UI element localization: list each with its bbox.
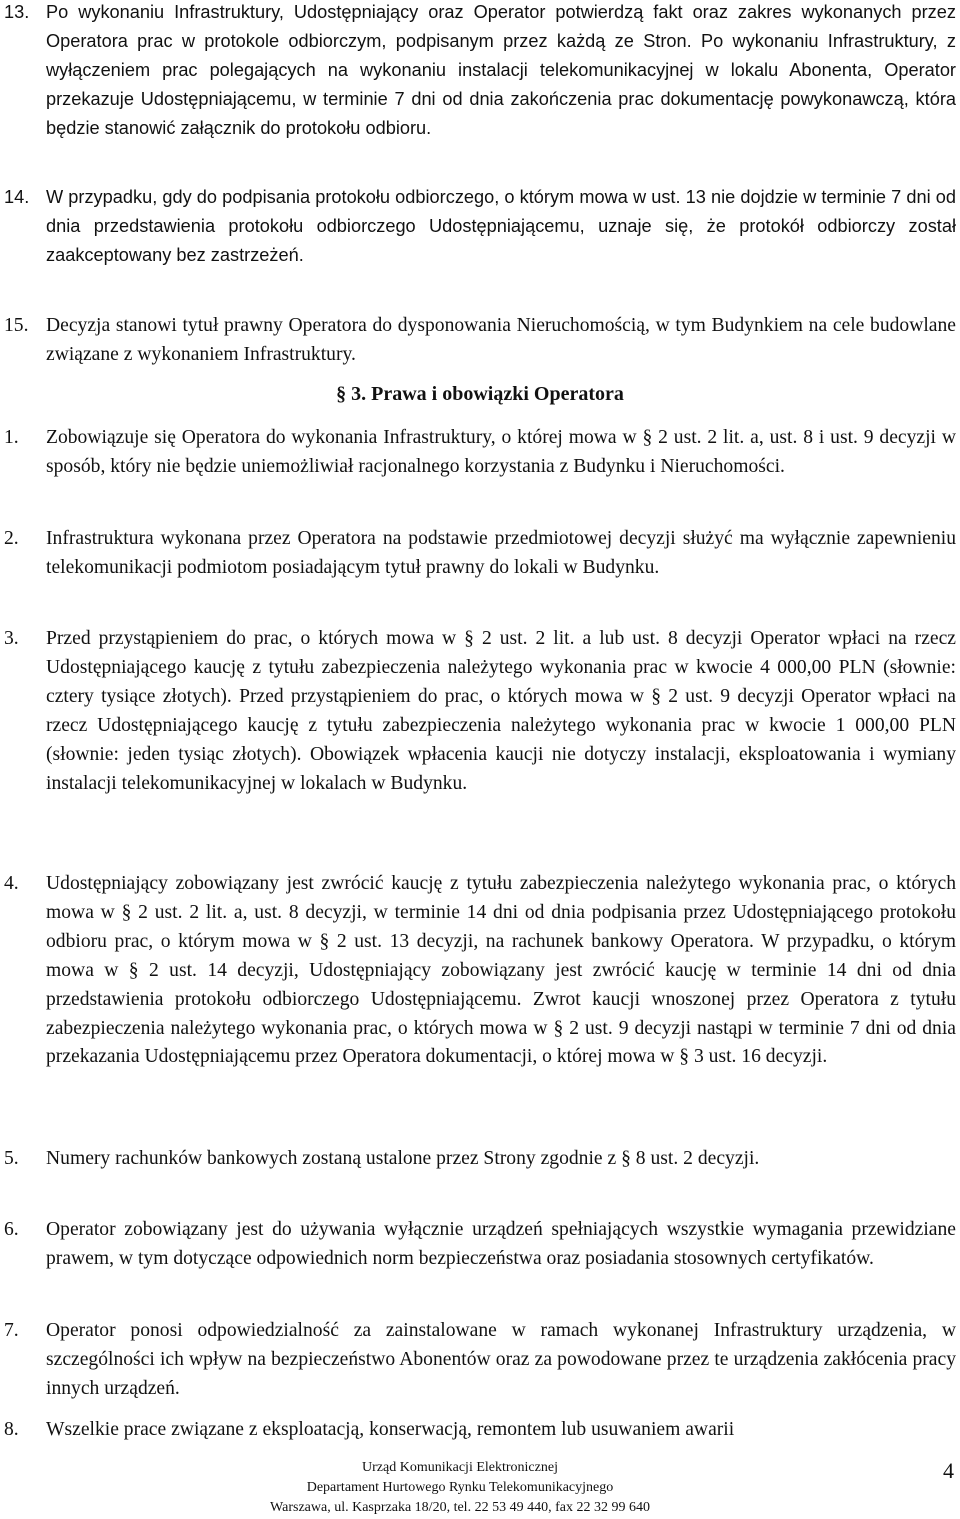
section-item-8: [4, 1416, 956, 1445]
item-text: Operator zobowiązany jest do używania wyłącznie urządzeń spełniających wszystkie wymagania przewidziane prawem, w tym dotyczące odpowiednich norm bezpieczeństwa oraz posiadania stosownych certyfikatów.: [46, 1219, 956, 1269]
section-heading: § 3. Prawa i obowiązki Operatora: [336, 383, 624, 405]
item-text: Po wykonaniu Infrastruktury, Udostępniający oraz Operator potwierdzą fakt oraz zakres wykonanych przez Operatora prac w protokole odbiorczym, podpisanym przez każdą ze Stron. Po wykonaniu Infrastruktury, z wyłączeniem prac polegających na wykonaniu instalacji telekomunikacyjnej w lokalu Abonenta, Operator przekazuje Udostępniającemu, w terminie 7 dni od dnia zakończenia prac dokumentację powykonawczą, która będzie stanowić załącznik do protokołu odbioru.: [46, 2, 956, 138]
item-text: Operator ponosi odpowiedzialność za zainstalowane w ramach wykonanej Infrastruktury urządzenia, w szczególności ich wpływ na bezpieczeństwo Abonentów oraz za powodowane przez te urządzenia zakłócenia pracy innych urządzeń.: [46, 1320, 956, 1399]
page-number: 4: [943, 1458, 954, 1483]
item-number: 4.: [4, 873, 19, 894]
item-number: 8.: [4, 1419, 19, 1440]
item-number: 2.: [4, 528, 19, 549]
item-text: Numery rachunków bankowych zostaną ustalone przez Strony zgodnie z § 8 ust. 2 decyzji.: [46, 1148, 760, 1169]
item-number: 3.: [4, 628, 19, 649]
item-number: 14.: [4, 187, 30, 207]
footer-address: Warszawa, ul. Kasprzaka 18/20, tel. 22 53 49 440, fax 22 32 99 640: [270, 1500, 650, 1515]
item-number: 5.: [4, 1148, 19, 1169]
item-text: Infrastruktura wykonana przez Operatora na podstawie przedmiotowej decyzji służyć ma wyłącznie zapewnieniu telekomunikacji podmiotom posiadającym tytuł prawny do lokali w Budynku.: [46, 528, 956, 578]
item-text: Wszelkie prace związane z eksploatacją, konserwacją, remontem lub usuwaniem awarii: [46, 1419, 735, 1440]
section-item-7: [4, 1317, 956, 1404]
item-14: [4, 183, 956, 270]
section-item-3: [4, 625, 956, 798]
footer-office: Urząd Komunikacji Elektronicznej: [362, 1460, 558, 1475]
item-number: 15.: [4, 315, 29, 336]
item-13: [4, 0, 956, 143]
item-text: W przypadku, gdy do podpisania protokołu odbiorczego, o którym mowa w ust. 13 nie dojdzie w terminie 7 dni od dnia przedstawienia protokołu odbiorczego Udostępniającemu, uznaje się, że protokół odbiorczy został zaakceptowany bez zastrzeżeń.: [46, 187, 956, 265]
item-number: 7.: [4, 1320, 19, 1341]
section-item-6: [4, 1216, 956, 1274]
item-number: 6.: [4, 1219, 19, 1240]
section-item-1: [4, 424, 956, 482]
item-number: 1.: [4, 427, 19, 448]
item-text: Zobowiązuje się Operatora do wykonania Infrastruktury, o której mowa w § 2 ust. 2 lit. a, ust. 8 i ust. 9 decyzji w sposób, który nie będzie uniemożliwiał racjonalnego korzystania z Budynku i Nieruchomości.: [46, 427, 956, 477]
item-15: [4, 312, 956, 370]
item-text: Udostępniający zobowiązany jest zwrócić kaucję z tytułu zabezpieczenia należytego wykonania prac, o których mowa w § 2 ust. 2 lit. a, ust. 8 decyzji, w terminie 14 dni od dnia podpisania przez Udostępniającego protokołu odbioru prac, o którym mowa w § 2 ust. 13 decyzji, na rachunek bankowy Operatora. W przypadku, o którym mowa w § 2 ust. 14 decyzji, Udostępniający zobowiązany jest zwrócić kaucję w terminie 14 dni od dnia przedstawienia protokołu odbiorczego Udostępniającemu. Zwrot kaucji wnoszonej przez Operatora z tytułu zabezpieczenia należytego wykonania prac, o których mowa w § 2 ust. 9 decyzji nastąpi w terminie 7 dni od dnia przekazania Udostępniającemu przez Operatora dokumentacji, o której mowa w § 3 ust. 16 decyzji.: [46, 873, 956, 1068]
section-item-4: [4, 870, 956, 1072]
item-number: 13.: [4, 2, 30, 22]
section-item-2: [4, 525, 956, 583]
footer-department: Departament Hurtowego Rynku Telekomunikacyjnego: [306, 1480, 614, 1495]
footer: [250, 1458, 670, 1518]
item-text: Przed przystąpieniem do prac, o których mowa w § 2 ust. 2 lit. a lub ust. 8 decyzji Operator wpłaci na rzecz Udostępniającego kaucję z tytułu zabezpieczenia należytego wykonania prac w kwocie 4 000,00 PLN (słownie: cztery tysiące złotych). Przed przystąpieniem do prac, o których mowa w § 2 ust. 9 decyzji Operator wpłaci na rzecz Udostępniającego kaucję z tytułu zabezpieczenia należytego wykonania prac w kwocie 1 000,00 PLN (słownie: jeden tysiąc złotych). Obowiązek wpłacenia kaucji nie dotyczy instalacji, eksploatowania i wymiany instalacji telekomunikacyjnej w lokalach w Budynku.: [46, 628, 956, 794]
section-item-5: [4, 1145, 956, 1174]
item-text: Decyzja stanowi tytuł prawny Operatora do dysponowania Nieruchomością, w tym Budynkiem na cele budowlane związane z wykonaniem Infrastruktury.: [46, 315, 956, 365]
